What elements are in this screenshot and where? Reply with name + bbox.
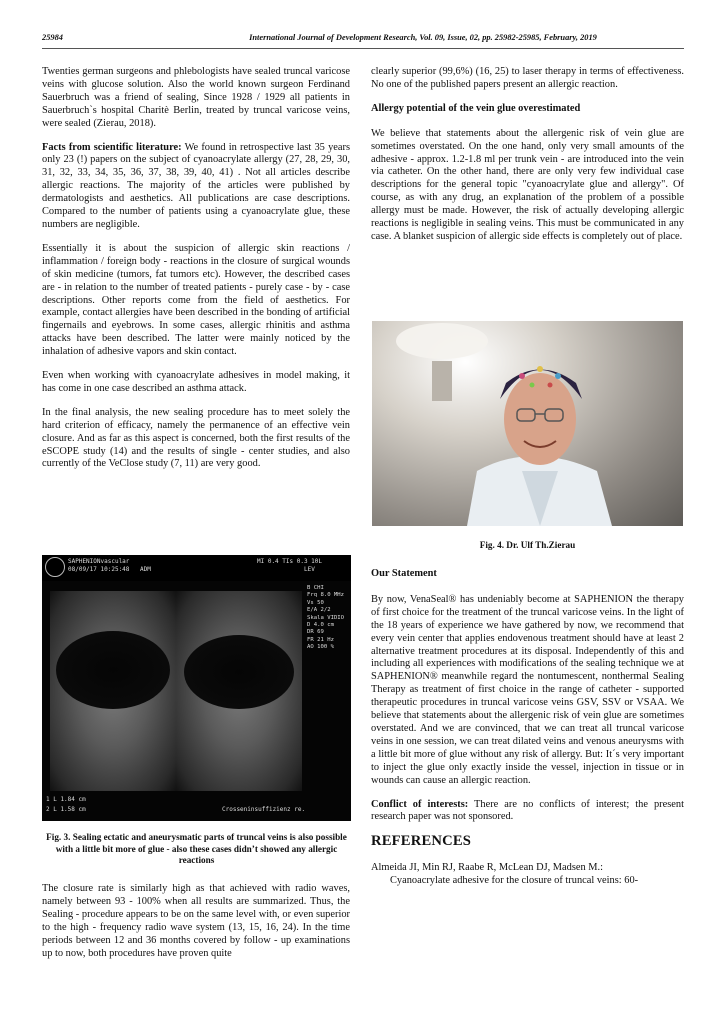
paragraph-lead: Conflict of interests: (371, 798, 469, 810)
vein-cross-section (56, 631, 170, 709)
paragraph: We believe that statements about the allergenic risk of vein glue are sometimes overstated. On the one hand, only very small amounts of the adhesive - approx. 1.2-1.8 ml per trunk vein - are introduced into the vein via catheter. On the other hand, there are only very few individual case descriptions for the general topic "cyanoacrylate glue and allergy". Of course, as with any drug, an explanation of the problem of a possible allergy must be made. However, the risk of actually developing allergic reactions is negligible in sealing veins. This must be communicated in any case. A blanket suspicion of allergic side effects is completely out of place. (371, 127, 684, 242)
portrait-illustration (372, 321, 683, 526)
section-heading: Our Statement (371, 568, 437, 579)
figure-3-caption: Fig. 3. Sealing ectatic and aneurysmatic parts of truncal veins is also possible with a little bit more of glue - also these cases didn’t showed any allergic reactions (46, 832, 347, 866)
reference-entry (371, 862, 684, 888)
paragraph (371, 799, 684, 825)
measurement-2: 2 L 1.58 cm (46, 806, 86, 813)
ultrasound-mi: MI 0.4 TIs 0.3 10L (257, 558, 323, 565)
reference-line: Cyanoacrylate adhesive for the closure of truncal veins: 60- (390, 875, 639, 887)
ultrasound-pane-left (50, 591, 176, 791)
paragraph: Even when working with cyanoacrylate adhesives in model making, it has come in one case described an asthma attack. (42, 370, 350, 394)
right-column-bottom (371, 568, 684, 899)
paragraph: By now, VenaSeal® has undeniably become at SAPHENION the therapy of first choice for the treatment of the truncal varicose veins. In the light of the 18 years of experience we have gathered by now, we recommend that every vein center that applies endovenous treatment should have at least 2 alternative treatment procedures at its disposal. Independently of this and including all experiences with modifications of the sealing technique we at SAPHENION® meanwhile regard the nontumescent, nonthermal Sealing Therapy as treatment of first choice in the range of catheter - supported therapeutic procedures in truncal varicose veins GSV, SSV or VSAA. We believe that statements about the allergenic risk of vein glue are sometimes overstated. And we are convinced, that we can treat all truncal varicose veins in one session, we can treat dilated veins and venous aneurysms with a little bit more of glue without any risk of allergy. But: It´s very important to inject the glue only exactly inside the vessel, injection in tissue or in wounds can cause an allergic reaction. (371, 593, 684, 786)
paragraph-text: We found in retrospective last 35 years only 23 (!) papers on the subject of cyanoacrylate allergy (27, 28, 29, 30, 31, 32, 33, 34, 35, 36, 37, 38, 39, 40, 41) . Not all articles describe allergic reactions. The majority of the articles were published by dermatologists and aesthetics. All publications are case descriptions. Compared to the number of patients using a cyanoacrylate glue, these numbers are negligible. (42, 141, 350, 230)
references-heading: REFERENCES (371, 833, 472, 850)
vein-cross-section (184, 635, 294, 709)
ultrasound-datetime: 08/09/17 10:25:48 (68, 566, 130, 573)
param: AO 100 % (307, 644, 334, 651)
journal-citation: International Journal of Development Research, Vol. 09, Issue, 02, pp. 25982-25985, February, 2019 (249, 33, 597, 42)
page-number: 25984 (42, 33, 63, 42)
ge-logo-icon (45, 557, 65, 577)
ultrasound-figure (42, 555, 351, 821)
paragraph-text: There are no conflicts of interest; the present research paper was not sponsored. (371, 798, 684, 823)
param: FR 21 Hz (307, 636, 334, 643)
left-column (42, 66, 350, 482)
paragraph-lead: Facts from scientific literature: (42, 141, 182, 153)
param: D 4.0 cm (307, 622, 334, 629)
param: B CHI (307, 585, 324, 591)
measurement-1: 1 L 1.84 cm (46, 796, 86, 803)
ultrasound-pane-right (176, 591, 302, 791)
ultrasound-header (42, 555, 351, 581)
right-column-top (371, 66, 684, 255)
portrait-photo (372, 321, 683, 526)
paragraph: clearly superior (99,6%) (16, 25) to laser therapy in terms of effectiveness. No one of the published papers present an allergic reaction. (371, 66, 684, 90)
ultrasound-brand: SAPHENIONvascular (68, 558, 130, 565)
paragraph: Twenties german surgeons and phlebologists have sealed truncal varicose veins with glucose solution. Also the world known surgeon Ferdinand Sauerbruch was a friend of sealing, Since 1928 / 1929 all patients in Sauerbruch`s hospital Charitè Berlin, treated by truncal varicose veins, were sealed (Zierau, 2018). (42, 66, 350, 129)
ultrasound-lev: LEV (304, 566, 315, 573)
param: Skala VIDIO (307, 614, 345, 621)
ultrasound-parameters (307, 585, 349, 652)
ultrasound-adm: ADM (140, 566, 151, 573)
ultrasound-label: Crosseninsuffizienz re. (222, 806, 306, 813)
param: Frq 8.0 MHz (307, 592, 345, 599)
paragraph (42, 142, 350, 232)
header-rule (42, 48, 684, 49)
paragraph: Essentially it is about the suspicion of allergic skin reactions / inflammation / foreign body - reactions in the closure of surgical wounds of skin medicine (tumors, fat tumors etc). However, the described cases are - in relation to the number of treated patients - purely case - by - case descriptions. Other reports come from the field of aesthetics. For example, contact allergies have been described in the bonding of artificial fingernails and eyebrows. In some cases, allergic rhinitis and asthma attacks have been described. The latter were mainly noticed by the inhalation of adhesive vapors and skin contact. (42, 242, 350, 358)
figure-4-caption: Fig. 4. Dr. Ulf Th.Zierau (479, 540, 576, 550)
running-header (42, 33, 684, 47)
section-heading: Allergy potential of the vein glue overestimated (371, 102, 581, 114)
ultrasound-measurements (42, 791, 351, 821)
reference-line: Almeida JI, Min RJ, Raabe R, McLean DJ, Madsen M.: (371, 862, 604, 874)
paragraph: The closure rate is similarly high as that achieved with radio waves, namely between 93 - 100% when all results are summarized. Thus, the Sealing - procedure appears to be on the same level with, or even superior to the high - frequency radio wave system (13, 15, 16, 24). In the time periods between 12 and 36 months covered by follow - up examinations up to now, both procedures have proven quite (42, 883, 350, 959)
param: E/A 2/2 (307, 607, 331, 614)
param: Vs 50 (307, 599, 324, 606)
paragraph: In the final analysis, the new sealing procedure has to meet solely the hard criterion of efficacy, namely the permanence of an effective vein closure. And as far as this aspect is concerned, both the first results of the eSCOPE study (14) and the results of single - center studies, and also currently of the VeClose study (7, 11) are very good. (42, 406, 350, 470)
left-column-bottom (42, 883, 350, 971)
param: DR 69 (307, 629, 324, 636)
